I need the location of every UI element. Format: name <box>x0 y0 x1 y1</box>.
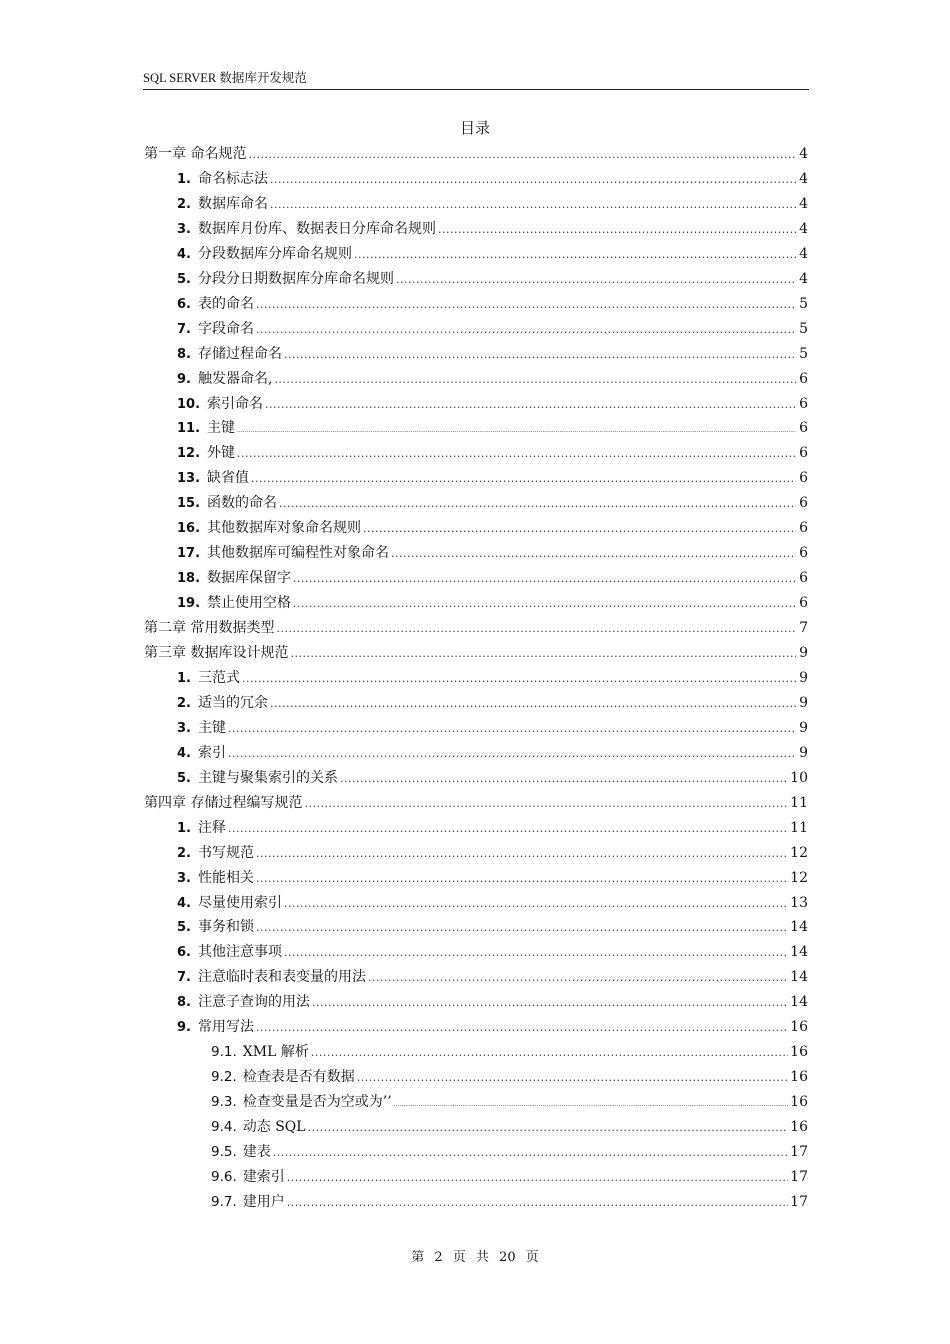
toc-entry-page: 10 <box>790 770 808 786</box>
toc-entry-page: 6 <box>799 520 808 536</box>
toc-dot-leader <box>284 343 796 367</box>
toc-entry-page: 4 <box>799 196 808 212</box>
toc-entry-page: 16 <box>790 1044 808 1060</box>
toc-entry-page: 12 <box>790 870 808 886</box>
toc-entry[interactable] <box>177 891 808 915</box>
toc-entry-number: 9.7. <box>211 1194 237 1210</box>
toc-entry[interactable] <box>177 841 808 865</box>
toc-entry-number: 10. <box>177 397 201 412</box>
toc-dot-leader <box>438 218 796 242</box>
toc-entry-title: 建用户 <box>242 1194 285 1210</box>
toc-entry[interactable] <box>177 516 808 540</box>
toc-entry-number: 1. <box>177 821 191 836</box>
toc-entry-number: 17. <box>177 546 201 561</box>
toc-entry-page: 5 <box>799 346 808 362</box>
toc-entry[interactable] <box>144 791 808 815</box>
toc-entry-number: 11. <box>177 421 201 436</box>
toc-entry[interactable] <box>177 691 808 715</box>
toc-entry[interactable] <box>177 666 808 690</box>
toc-entry-number: 7. <box>177 322 191 337</box>
toc-entry-title: 动态 SQL <box>242 1119 306 1135</box>
toc-entry-number: 4. <box>177 896 191 911</box>
toc-entry-title: 分段分日期数据库分库命名规则 <box>197 271 394 287</box>
toc-dot-leader <box>391 542 796 566</box>
toc-entry-title: 索引命名 <box>207 396 264 412</box>
toc-dot-leader <box>290 642 796 666</box>
toc-entry[interactable] <box>177 392 808 416</box>
toc-entry-number: 2. <box>177 696 191 711</box>
toc-entry-number: 3. <box>177 721 191 736</box>
toc-entry-page: 13 <box>790 895 808 911</box>
toc-dot-leader <box>284 941 788 965</box>
toc-entry-page: 4 <box>799 246 808 262</box>
toc-entry-page: 6 <box>799 396 808 412</box>
toc-entry[interactable] <box>177 741 808 765</box>
toc-entry-title: 建表 <box>242 1144 271 1160</box>
toc-entry[interactable] <box>177 591 808 615</box>
toc-entry-page: 16 <box>790 1019 808 1035</box>
toc-dot-leader <box>284 892 788 916</box>
toc-dot-leader <box>256 916 788 940</box>
toc-entry-title: 注释 <box>197 820 226 836</box>
page-header <box>143 70 809 90</box>
toc-dot-leader <box>354 243 796 267</box>
toc-entry[interactable] <box>211 1140 808 1164</box>
toc-entry-number: 19. <box>177 596 201 611</box>
toc-entry-page: 9 <box>799 645 808 661</box>
toc-dot-leader <box>242 667 796 691</box>
toc-entry-title: 数据库保留字 <box>207 570 292 586</box>
toc-dot-leader <box>287 1191 788 1215</box>
toc-entry[interactable] <box>177 940 808 964</box>
toc-entry-title: 性能相关 <box>197 870 254 886</box>
toc-entry-page: 6 <box>799 445 808 461</box>
toc-dot-leader <box>304 792 788 816</box>
toc-entry-page: 11 <box>790 795 808 811</box>
toc-entry-page: 16 <box>790 1069 808 1085</box>
toc-entry-number: 7. <box>177 970 191 985</box>
toc-entry-title: 书写规范 <box>197 845 254 861</box>
toc-entry-page: 9 <box>799 745 808 761</box>
toc-title: 目录 <box>459 119 490 137</box>
toc-entry[interactable] <box>177 242 808 266</box>
toc-entry[interactable] <box>177 167 808 191</box>
toc-dot-leader <box>276 617 796 641</box>
toc-dot-leader <box>256 293 796 317</box>
toc-entry-title: 第四章 存储过程编写规范 <box>144 795 303 811</box>
toc-entry[interactable] <box>177 466 808 490</box>
toc-entry-page: 17 <box>790 1194 808 1210</box>
toc-dot-leader <box>256 842 788 866</box>
toc-dot-leader <box>251 467 796 491</box>
toc-entry-page: 4 <box>799 221 808 237</box>
toc-entry[interactable] <box>211 1165 808 1189</box>
toc-entry-number: 8. <box>177 995 191 1010</box>
toc-entry-page: 4 <box>799 146 808 162</box>
toc-entry[interactable] <box>177 566 808 590</box>
toc-entry-page: 16 <box>790 1119 808 1135</box>
toc-dot-leader <box>368 966 788 990</box>
toc-entry-title: 索引 <box>197 745 226 761</box>
toc-entry-title: 其他数据库对象命名规则 <box>207 520 362 536</box>
toc-entry[interactable] <box>177 965 808 989</box>
toc-entry-title: 缺省值 <box>207 470 250 486</box>
toc-entry-page: 6 <box>799 570 808 586</box>
toc-entry-title: 注意子查询的用法 <box>197 994 310 1010</box>
toc-entry[interactable] <box>144 142 808 166</box>
toc-entry-title: 命名标志法 <box>197 171 268 187</box>
toc-entry-page: 6 <box>799 545 808 561</box>
toc-entry[interactable] <box>177 716 808 740</box>
toc-dot-leader <box>237 442 796 466</box>
toc-entry-page: 11 <box>790 820 808 836</box>
toc-dot-leader <box>396 268 796 292</box>
toc-dot-leader <box>228 817 788 841</box>
toc-entry-title: XML 解析 <box>242 1044 309 1060</box>
toc-entry[interactable] <box>177 541 808 565</box>
toc-entry[interactable] <box>177 491 808 515</box>
toc-entry-title: 常用写法 <box>197 1019 254 1035</box>
toc-dot-leader <box>340 767 788 791</box>
toc-dot-leader <box>228 742 796 766</box>
toc-entry-page: 16 <box>790 1094 808 1110</box>
toc-entry-title: 第二章 常用数据类型 <box>144 620 275 636</box>
toc-entry-page: 9 <box>799 695 808 711</box>
toc-entry-number: 9.6. <box>211 1169 237 1185</box>
page-footer <box>0 1248 950 1268</box>
toc-entry-number: 5. <box>177 771 191 786</box>
toc-entry-page: 14 <box>790 944 808 960</box>
toc-entry[interactable] <box>177 816 808 840</box>
toc-entry-title: 存储过程命名 <box>197 346 282 362</box>
toc-entry-number: 9.1. <box>211 1044 237 1060</box>
toc-entry-number: 5. <box>177 272 191 287</box>
toc-entry[interactable] <box>177 990 808 1014</box>
toc-entry-number: 2. <box>177 197 191 212</box>
toc-entry-title: 字段命名 <box>197 321 254 337</box>
toc-entry-title: 注意临时表和表变量的用法 <box>197 969 366 985</box>
toc-entry-page: 5 <box>799 321 808 337</box>
toc-entry-page: 12 <box>790 845 808 861</box>
toc-entry[interactable] <box>177 866 808 890</box>
toc-entry[interactable] <box>211 1090 808 1114</box>
toc-entry-page: 6 <box>799 371 808 387</box>
toc-entry[interactable] <box>177 267 808 291</box>
toc-entry[interactable] <box>177 192 808 216</box>
toc-dot-leader <box>228 717 796 741</box>
toc-entry-title: 数据库命名 <box>197 196 268 212</box>
toc-dot-leader <box>270 692 796 716</box>
toc-entry-page: 4 <box>799 171 808 187</box>
toc-entry[interactable] <box>177 342 808 366</box>
toc-entry-title: 数据库月份库、数据表日分库命名规则 <box>197 221 436 237</box>
toc-entry-page: 6 <box>799 595 808 611</box>
toc-entry-page: 6 <box>799 495 808 511</box>
toc-entry[interactable] <box>177 766 808 790</box>
toc-entry-number: 6. <box>177 297 191 312</box>
toc-entry-title: 主键 <box>207 420 236 436</box>
toc-dot-leader <box>311 1041 788 1065</box>
toc-entry-title: 触发器命名, <box>197 371 273 387</box>
toc-entry-page: 9 <box>799 720 808 736</box>
toc-entry-title: 其他数据库可编程性对象命名 <box>207 545 390 561</box>
toc-entry-number: 2. <box>177 846 191 861</box>
toc-entry[interactable] <box>144 616 808 640</box>
toc-entry-title: 事务和锁 <box>197 919 254 935</box>
toc-entry-title: 主键 <box>197 720 226 736</box>
toc-entry-number: 15. <box>177 496 201 511</box>
toc-dot-leader <box>237 419 796 443</box>
toc-entry-number: 18. <box>177 571 201 586</box>
toc-entry-page: 6 <box>799 420 808 436</box>
toc-entry-number: 5. <box>177 920 191 935</box>
toc-dot-leader <box>287 1166 788 1190</box>
toc-entry-number: 13. <box>177 471 201 486</box>
toc-entry-number: 8. <box>177 347 191 362</box>
toc-entry-page: 6 <box>799 470 808 486</box>
toc-entry-number: 6. <box>177 945 191 960</box>
toc-entry-number: 9.3. <box>211 1094 237 1110</box>
toc-dot-leader <box>312 991 788 1015</box>
toc-dot-leader <box>256 867 788 891</box>
toc-dot-leader <box>394 1093 789 1117</box>
toc-dot-leader <box>265 393 796 417</box>
toc-entry-title: 第三章 数据库设计规范 <box>144 645 289 661</box>
toc-dot-leader <box>293 567 796 591</box>
toc-entry-title: 建索引 <box>242 1169 285 1185</box>
toc-dot-leader <box>256 1016 788 1040</box>
toc-entry[interactable] <box>211 1190 808 1214</box>
toc-entry-number: 12. <box>177 446 201 461</box>
toc-entry[interactable] <box>177 292 808 316</box>
toc-dot-leader <box>248 143 796 167</box>
toc-entry-page: 7 <box>799 620 808 636</box>
toc-entry-page: 14 <box>790 969 808 985</box>
toc-entry[interactable] <box>211 1065 808 1089</box>
toc-entry-number: 16. <box>177 521 201 536</box>
toc-dot-leader <box>308 1116 789 1140</box>
toc-entry-page: 17 <box>790 1169 808 1185</box>
toc-entry-title: 其他注意事项 <box>197 944 282 960</box>
toc-entry-page: 4 <box>799 271 808 287</box>
toc-entry[interactable] <box>177 217 808 241</box>
toc-entry-title: 检查变量是否为空或为’’ <box>242 1094 392 1110</box>
toc-dot-leader <box>270 168 796 192</box>
toc-dot-leader <box>279 492 796 516</box>
toc-entry-title: 外键 <box>207 445 236 461</box>
toc-entry-title: 适当的冗余 <box>197 695 268 711</box>
toc-dot-leader <box>363 517 796 541</box>
toc-entry-title: 三范式 <box>197 670 240 686</box>
toc-entry-number: 3. <box>177 222 191 237</box>
toc-entry[interactable] <box>177 367 808 391</box>
toc-entry-page: 9 <box>799 670 808 686</box>
toc-dot-leader <box>274 368 796 392</box>
toc-entry-title: 检查表是否有数据 <box>242 1069 355 1085</box>
page-number-text: 第 2 页 共 20 页 <box>411 1250 539 1265</box>
toc-entry[interactable] <box>144 641 808 665</box>
toc-entry-page: 5 <box>799 296 808 312</box>
toc-entry-number: 9. <box>177 372 191 387</box>
toc-entry-number: 9.4. <box>211 1119 237 1135</box>
toc-entry[interactable] <box>211 1115 808 1139</box>
toc-entry-title: 尽量使用索引 <box>197 895 282 911</box>
toc-entry[interactable] <box>177 317 808 341</box>
toc-dot-leader <box>256 318 796 342</box>
toc-entry[interactable] <box>211 1040 808 1064</box>
toc-entry[interactable] <box>177 1015 808 1039</box>
toc-entry-title: 禁止使用空格 <box>207 595 292 611</box>
toc-entry-title: 表的命名 <box>197 296 254 312</box>
toc-dot-leader <box>293 592 796 616</box>
toc-dot-leader <box>357 1066 788 1090</box>
toc-entry-number: 1. <box>177 671 191 686</box>
toc-entry-number: 4. <box>177 247 191 262</box>
toc-entry-number: 3. <box>177 871 191 886</box>
toc-dot-leader <box>273 1141 788 1165</box>
toc-entry-number: 9.2. <box>211 1069 237 1085</box>
toc-entry-page: 14 <box>790 994 808 1010</box>
toc-entry-title: 函数的命名 <box>207 495 278 511</box>
toc-entry-title: 分段数据库分库命名规则 <box>197 246 352 262</box>
toc-entry-title: 第一章 命名规范 <box>144 146 247 162</box>
toc-entry-number: 9. <box>177 1020 191 1035</box>
toc-entry-title: 主键与聚集索引的关系 <box>197 770 338 786</box>
toc-entry-number: 4. <box>177 746 191 761</box>
toc-entry-number: 1. <box>177 172 191 187</box>
header-title: SQL SERVER 数据库开发规范 <box>143 71 307 85</box>
toc-entry[interactable] <box>177 416 808 440</box>
toc-entry[interactable] <box>177 915 808 939</box>
toc-dot-leader <box>270 193 796 217</box>
toc-entry-number: 9.5. <box>211 1144 237 1160</box>
toc-entry-page: 14 <box>790 919 808 935</box>
toc-entry[interactable] <box>177 441 808 465</box>
toc-entry-page: 17 <box>790 1144 808 1160</box>
